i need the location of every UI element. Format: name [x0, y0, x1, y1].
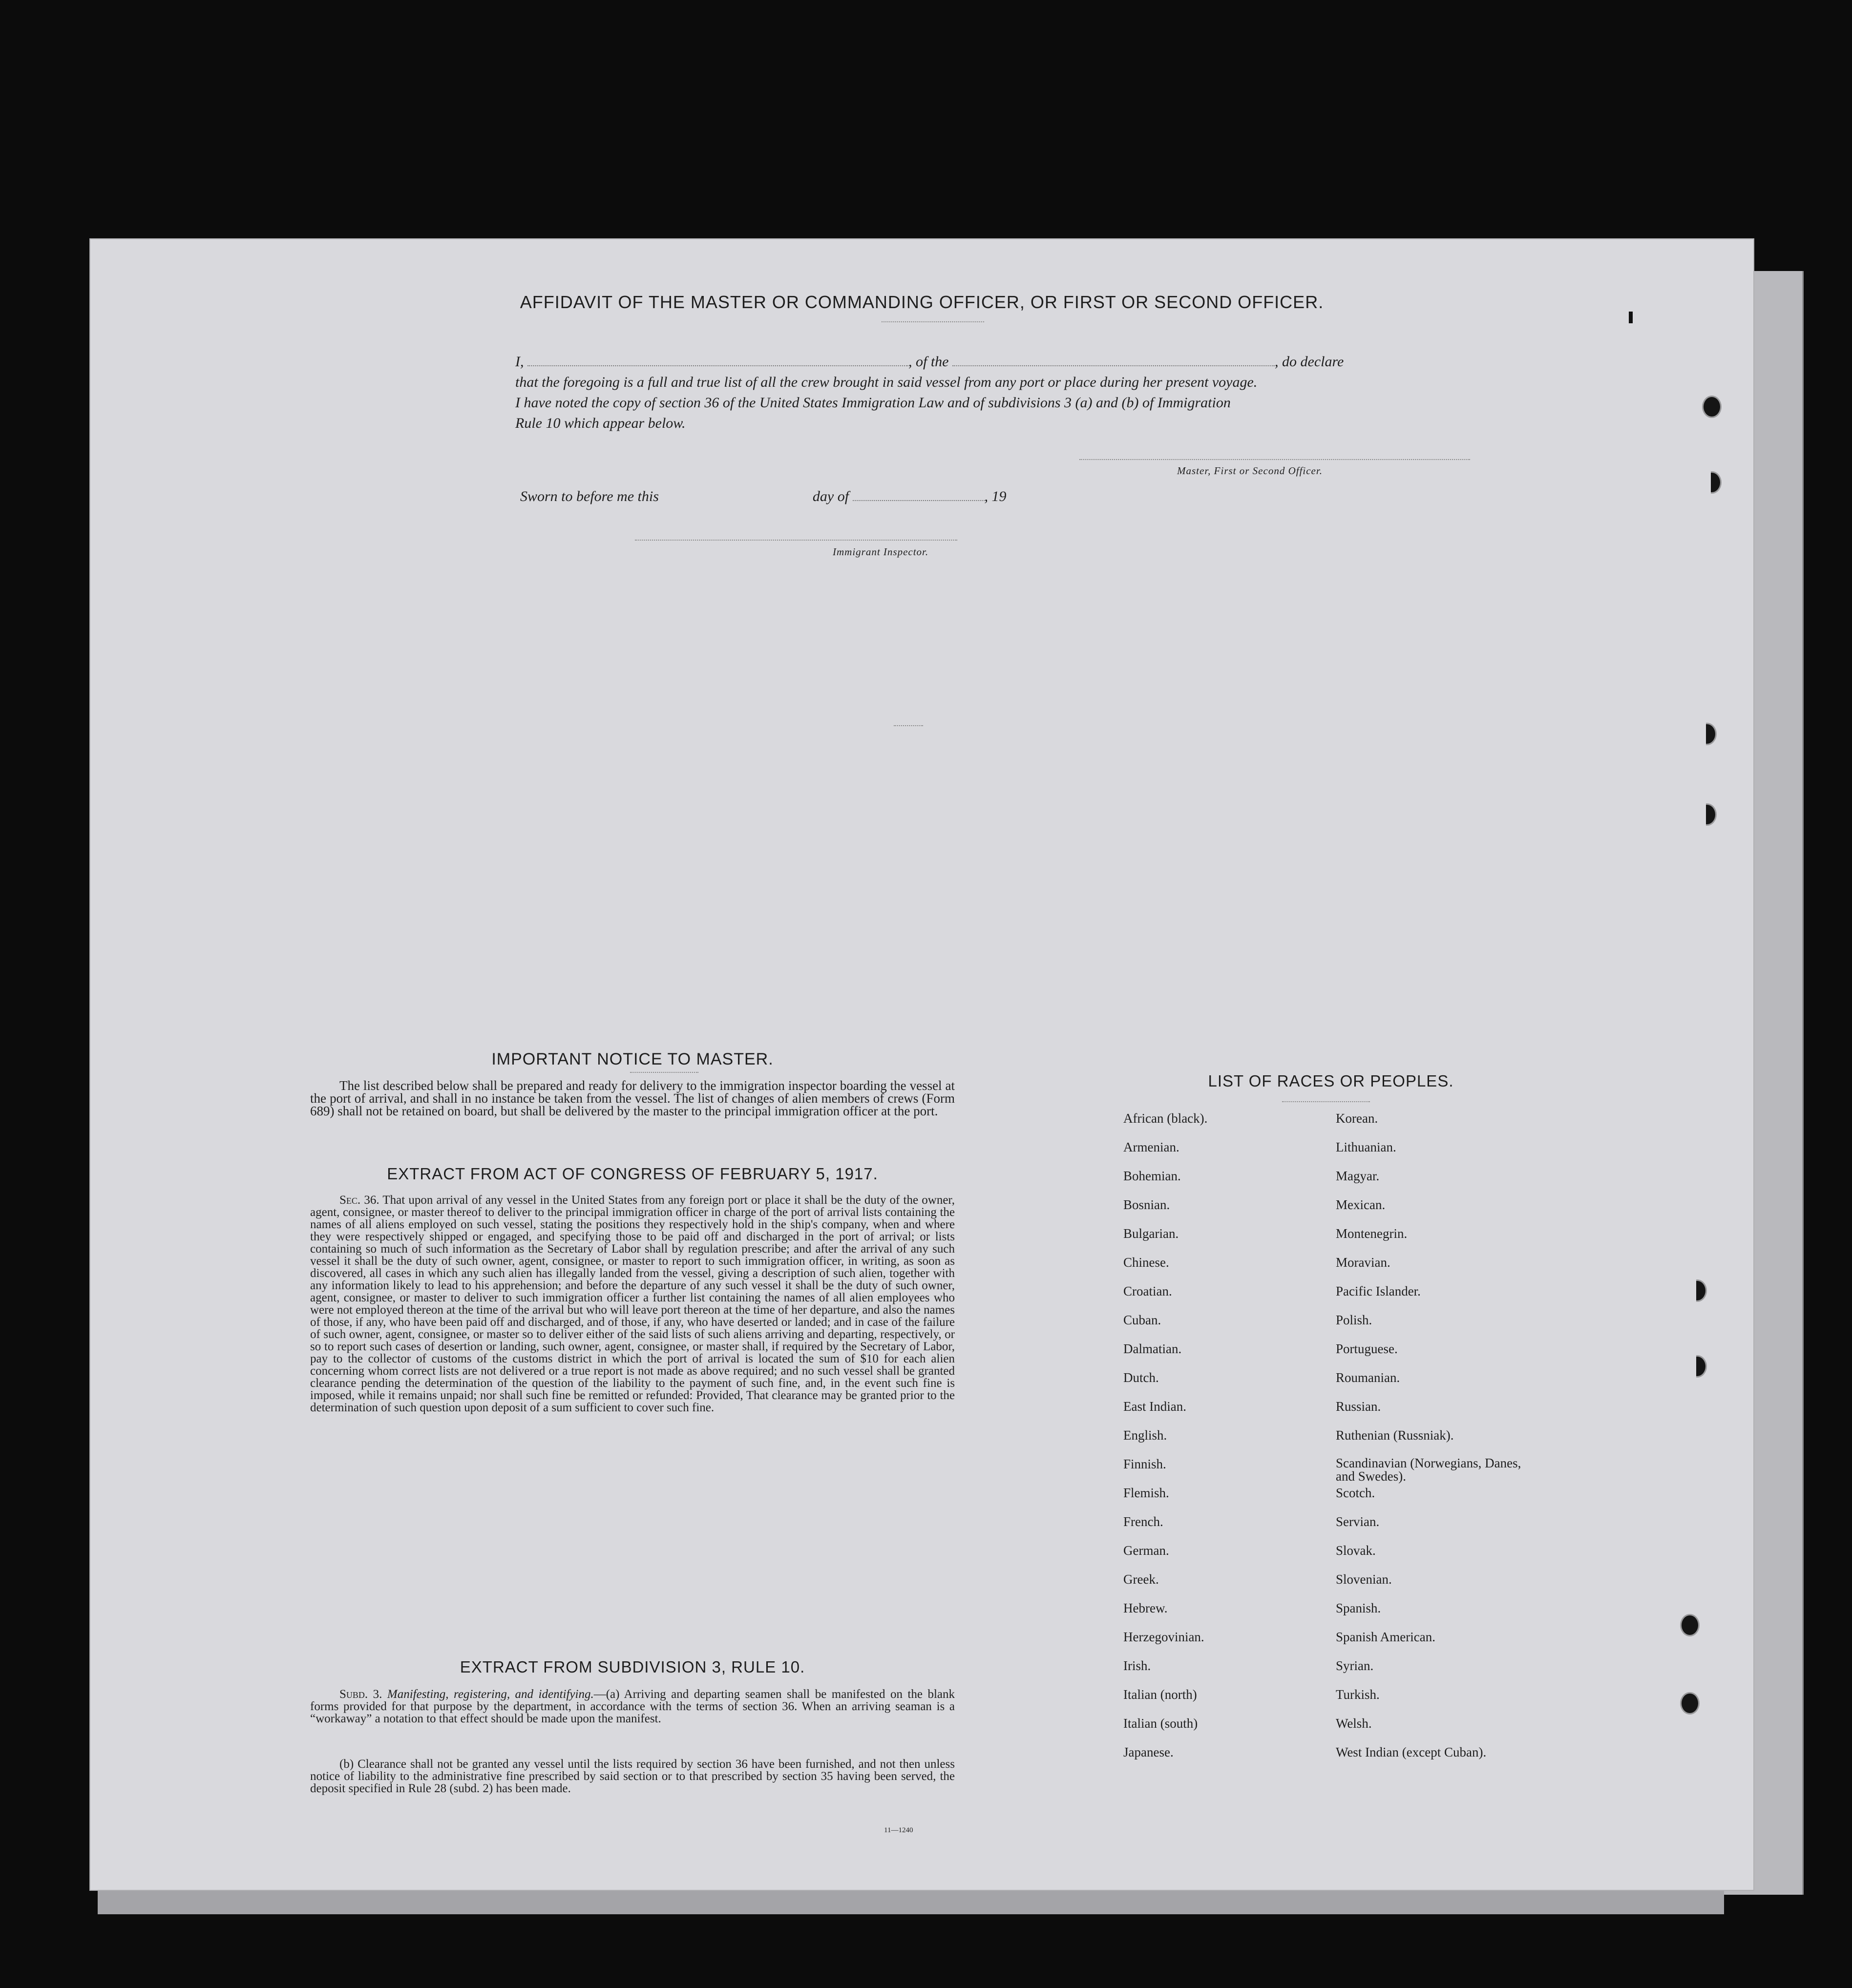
race-item: Finnish.	[1123, 1457, 1166, 1471]
race-item: Servian.	[1336, 1514, 1380, 1529]
race-item: Montenegrin.	[1336, 1226, 1408, 1241]
race-item: Korean.	[1336, 1111, 1378, 1126]
rule-extract-title: EXTRACT FROM SUBDIVISION 3, RULE 10.	[460, 1658, 805, 1676]
race-item: Japanese.	[1123, 1745, 1174, 1759]
affidavit-title: AFFIDAVIT OF THE MASTER OR COMMANDING OFFICER, OR FIRST OR SECOND OFFICER.	[520, 292, 1324, 312]
section-text: That upon arrival of any vessel in the United States from any foreign port or place it shall be the duty of the owner, agent, consignee, or master thereof to deliver to the principal immigration officer in charge of the port of arrival lists containing the names of all aliens employed on such vessel, stating the positions they respectively hold in the ship's company, when and where they were respectively shipped or engaged, and specifying those to be paid off and discharged in the port of arrival; or lists containing so much of such information as the Secretary of Labor shall by regulation prescribe; and after the arrival of any such vessel it shall be the duty of such owner, agent, consignee, or master to report to such immigration officer, in writing, as soon as discovered, all cases in which any such alien has illegally landed from the vessel, giving a description of such alien, together with any information likely to lead to his apprehension; and before the departure of any such vessel it shall be the duty of such owner, agent, consignee, or master to deliver to such immigration officer a further list containing the names of all alien employees who were not employed thereon at the time of the arrival but who will leave port thereon at the time of her departure, and also the names of those, if any, who have been paid off and discharged, and of those, if any, who have deserted or landed; and in case of the failure of such owner, agent, consignee, or master so to deliver either of the said lists of such aliens arriving and departing, respectively, or so to report such cases of desertion or landing, such owner, agent, consignee, or master shall, if required by the Secretary of Labor, pay to the collector of customs of the customs district in which the port of arrival is located the sum of $10 for each alien concerning whom correct lists are not delivered or a true report is not made as above required; and no such vessel shall be granted clearance pending the determination of the question of the liability to the payment of such fine, and, in the event such fine is imposed, while it remains unpaid; nor shall such fine be remitted or refunded: Provided, That clearance may be granted prior to the determination of such question upon deposit of a sum sufficient to cover such fine.	[310, 1193, 955, 1414]
notice-title-rule	[630, 1072, 698, 1073]
race-item: French.	[1123, 1514, 1163, 1529]
act-extract-title: EXTRACT FROM ACT OF CONGRESS OF FEBRUARY 5, 1917.	[387, 1165, 878, 1183]
inspector-signature-line[interactable]	[635, 540, 957, 541]
ink-mark	[1629, 312, 1633, 323]
race-item: Syrian.	[1336, 1658, 1374, 1673]
race-item: Dalmatian.	[1123, 1341, 1182, 1356]
race-item: Armenian.	[1123, 1140, 1179, 1154]
race-item: Moravian.	[1336, 1255, 1390, 1270]
binder-hole	[1697, 803, 1717, 826]
declaration-line-4: Rule 10 which appear below.	[515, 415, 686, 431]
race-item: Italian (south)	[1123, 1716, 1198, 1731]
day-of-label: day of	[812, 488, 849, 504]
race-item: Irish.	[1123, 1658, 1151, 1673]
race-item: Italian (north)	[1123, 1687, 1197, 1702]
race-item: Magyar.	[1336, 1169, 1380, 1183]
races-column-right	[1336, 1111, 1580, 1774]
vessel-name-field[interactable]	[952, 365, 1275, 366]
inspector-caption: Immigrant Inspector.	[833, 546, 929, 558]
races-title: LIST OF RACES OR PEOPLES.	[1208, 1072, 1454, 1090]
race-item: Polish.	[1336, 1313, 1372, 1327]
race-item: English.	[1123, 1428, 1167, 1443]
race-item: Herzegovinian.	[1123, 1630, 1204, 1644]
binder-hole	[1697, 723, 1717, 745]
race-item: Slovak.	[1336, 1543, 1376, 1558]
race-item: Scandinavian (Norwegians, Danes, and Swedes).	[1336, 1456, 1521, 1484]
race-item: Bohemian.	[1123, 1169, 1181, 1183]
notice-title: IMPORTANT NOTICE TO MASTER.	[491, 1050, 774, 1068]
race-item: Croatian.	[1123, 1284, 1172, 1298]
race-item: Ruthenian (Russniak).	[1336, 1428, 1454, 1443]
race-item: West Indian (except Cuban).	[1336, 1745, 1487, 1759]
act-section-36	[310, 1194, 955, 1414]
race-item: Dutch.	[1123, 1370, 1159, 1385]
race-item: Bulgarian.	[1123, 1226, 1179, 1241]
rule-subdivision-a	[310, 1688, 955, 1725]
race-item: Spanish.	[1336, 1601, 1381, 1615]
rule-subdivision-b: (b) Clearance shall not be granted any vessel until the lists required by section 36 have been furnished, and not then unless notice of liability to the administrative fine prescribed by said section or to that prescribed by section 35 having been served, the deposit specified in Rule 28 (subd. 2) has been made.	[310, 1758, 955, 1795]
notice-body: The list described below shall be prepared and ready for delivery to the immigration inspector boarding the vessel at the port of arrival, and shall in no instance be taken from the vessel. The list of changes of alien members of crews (Form 689) shall not be retained on board, but shall be delivered by the master to the principal immigration officer at the port.	[310, 1078, 955, 1118]
title-rule	[882, 321, 984, 322]
binder-hole	[1680, 1614, 1700, 1636]
race-item: Roumanian.	[1336, 1370, 1400, 1385]
race-item: Portuguese.	[1336, 1341, 1398, 1356]
race-item: Lithuanian.	[1336, 1140, 1396, 1154]
binder-hole	[1680, 1692, 1700, 1715]
stray-rule	[894, 725, 923, 726]
race-item: German.	[1123, 1543, 1169, 1558]
i-label: I,	[515, 354, 524, 370]
subdivision-label: Subd. 3.	[339, 1688, 382, 1701]
do-declare-label: , do declare	[1275, 354, 1344, 370]
race-item: Scotch.	[1336, 1486, 1375, 1500]
declaration-line-3: I have noted the copy of section 36 of the United States Immigration Law and of subdivisions 3 (a) and (b) of Immigration	[515, 395, 1231, 411]
races-title-rule	[1282, 1101, 1370, 1102]
race-item: Slovenian.	[1336, 1572, 1392, 1587]
race-item: Pacific Islander.	[1336, 1284, 1421, 1298]
master-name-field[interactable]	[527, 365, 908, 366]
section-label: Sec. 36.	[339, 1193, 379, 1207]
race-item: Russian.	[1336, 1399, 1381, 1414]
race-item: African (black).	[1123, 1111, 1208, 1126]
race-item: Turkish.	[1336, 1687, 1380, 1702]
race-item: Welsh.	[1336, 1716, 1372, 1731]
race-item: Bosnian.	[1123, 1197, 1170, 1212]
race-item: Chinese.	[1123, 1255, 1169, 1270]
binder-hole	[1687, 1279, 1707, 1302]
race-item: Greek.	[1123, 1572, 1159, 1587]
subdivision-heading: Manifesting, registering, and identifying.	[387, 1688, 594, 1701]
race-item: Cuban.	[1123, 1313, 1161, 1327]
sworn-label: Sworn to before me this	[520, 488, 659, 504]
declaration-line-2: that the foregoing is a full and true list of all the crew brought in said vessel from any port or place during her present voyage.	[515, 374, 1258, 390]
declaration-line-1	[515, 352, 1482, 372]
sworn-month-field[interactable]	[853, 500, 985, 501]
sworn-day-field[interactable]	[662, 500, 809, 501]
document-sheet	[90, 239, 1753, 1890]
master-signature-line[interactable]	[1079, 459, 1470, 460]
binder-hole	[1702, 396, 1722, 418]
form-code: 11—1240	[884, 1826, 913, 1834]
master-caption: Master, First or Second Officer.	[1177, 465, 1323, 477]
sworn-line	[520, 488, 1007, 505]
race-item: Spanish American.	[1336, 1630, 1435, 1644]
race-item: Flemish.	[1123, 1486, 1169, 1500]
races-column-left	[1123, 1111, 1328, 1774]
binder-hole	[1702, 471, 1722, 494]
race-item: Hebrew.	[1123, 1601, 1168, 1615]
year-label: , 19	[984, 488, 1007, 504]
paragraph-a: —(a) Arriving and departing seamen shall be manifested on the blank forms provided for that purpose by the department, in accordance with the terms of section 36. When an arriving seaman is a “workaway” a notation to that effect should be made upon the manifest.	[310, 1688, 955, 1725]
binder-hole	[1687, 1355, 1707, 1378]
of-the-label: , of the	[908, 354, 949, 370]
race-item: East Indian.	[1123, 1399, 1186, 1414]
race-item: Mexican.	[1336, 1197, 1386, 1212]
